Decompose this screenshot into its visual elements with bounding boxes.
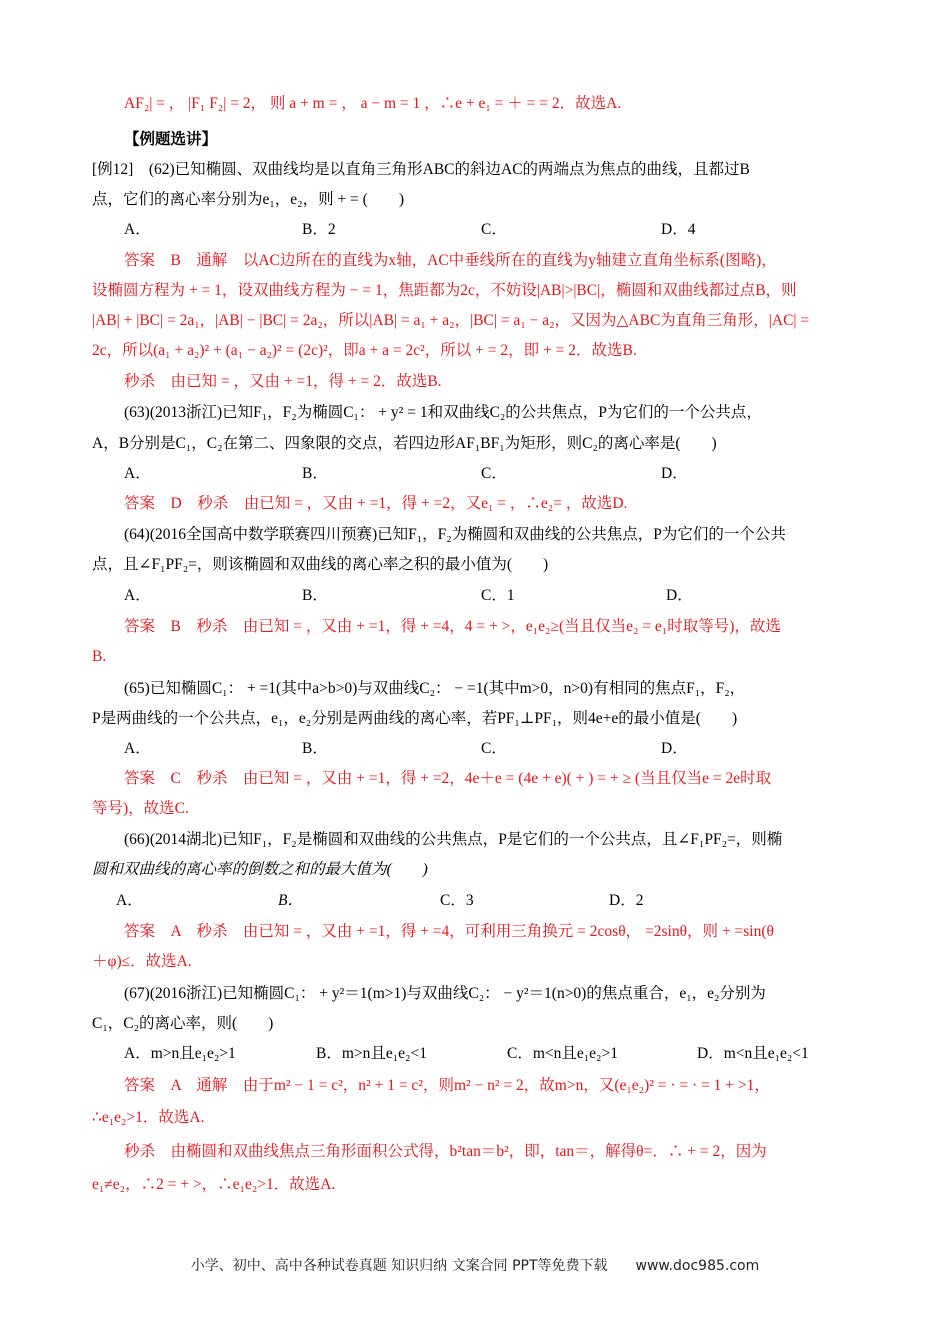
example-65-question-line1: (65)已知椭圆C₁： + =1(其中a>b>0)与双曲线C₂： − =1(其中m>0，n>0)有相同的焦点F₁，F₂， <box>124 680 746 697</box>
example-64-question-line1: (64)(2016全国高中数学联赛四川预赛)已知F₁，F₂为椭圆和双曲线的公共焦点，P为它们的一个公共 <box>124 526 786 543</box>
example-63-question-line1: (63)(2013浙江)已知F₁，F₂为椭圆C₁： + y² = 1和双曲线C₂的公共焦点，P为它们的一个公共点， <box>124 404 762 421</box>
example-66-option-b: B． <box>278 892 303 909</box>
example-67-quick-line2: e₁≠e₂，∴2 = + >，∴e₁e₂>1．故选A. <box>92 1176 336 1193</box>
example-67-question-line1: (67)(2016浙江)已知椭圆C₁： + y²＝1(m>1)与双曲线C₂： − y²＝1(n>0)的焦点重合，e₁，e₂分别为 <box>124 985 766 1002</box>
example-67-option-a: A．m>n且e₁e₂>1 <box>124 1045 236 1062</box>
example-63-option-b: B． <box>302 465 328 482</box>
example-62-option-c: C． <box>481 221 507 238</box>
example-62-option-d: D．4 <box>661 221 696 238</box>
example-65-answer-line1: 答案 C 秒杀 由已知 = ，又由 + =1，得 + =2，4e＋e = (4e + e)( + ) = + ≥ (当且仅当e = 2e时取 <box>124 770 772 787</box>
example-63-option-c: C． <box>481 465 507 482</box>
example-63-question-line2: A，B分别是C₁，C₂在第二、四象限的交点，若四边形AF₁BF₁为矩形，则C₂的离心率是( ) <box>92 435 717 452</box>
example-65-option-a: A． <box>124 740 151 757</box>
example-65-answer-line2: 等号)，故选C. <box>92 800 189 817</box>
example-64-option-a: A． <box>124 587 151 604</box>
example-62-answer-line3: |AB| + |BC| = 2a₁，|AB| − |BC| = 2a₂，所以|AB| = a₁ + a₂，|BC| = a₁ − a₂，又因为△ABC为直角三角形，|AC| = <box>92 312 810 329</box>
example-65-question-line2: P是两曲线的一个公共点，e₁，e₂分别是两曲线的离心率，若PF₁⊥PF₁，则4e+e的最小值是( ) <box>92 710 738 727</box>
example-65-option-d: D． <box>661 740 688 757</box>
example-66-option-d: D．2 <box>609 892 644 909</box>
example-67-option-c: C．m<n且e₁e₂>1 <box>507 1045 618 1062</box>
example-66-option-a: A． <box>116 892 143 909</box>
example-63-answer: 答案 D 秒杀 由已知 = ，又由 + =1，得 + =2，又e₁ = ，∴e₂= ，故选D. <box>124 495 628 512</box>
example-65-option-b: B． <box>302 740 328 757</box>
example-67-answer-line2: ∴e₁e₂>1．故选A. <box>92 1109 205 1126</box>
example-65-option-c: C． <box>481 740 507 757</box>
example-62-quick-solution: 秒杀 由已知 = ，又由 + =1，得 + = 2．故选B. <box>124 373 442 390</box>
example-62-question-line2: 点，它们的离心率分别为e₁，e₂，则 + = ( ) <box>92 191 404 208</box>
example-62-answer-line1: 答案 B 通解 以AC边所在的直线为x轴，AC中垂线所在的直线为y轴建立直角坐标系(图略)， <box>124 252 777 269</box>
example-64-option-b: B． <box>302 587 328 604</box>
example-66-answer-line2: ＋φ)≤．故选A. <box>92 953 192 970</box>
example-67-option-d: D．m<n且e₁e₂<1 <box>697 1045 809 1062</box>
example-64-option-d: D． <box>666 587 693 604</box>
example-64-option-c: C．1 <box>481 587 515 604</box>
example-67-answer-line1: 答案 A 通解 由于m² − 1 = c²，n² + 1 = c²，则m² − n² = 2，故m>n，又(e₁e₂)² = · = · = 1 + >1， <box>124 1077 770 1094</box>
example-67-question-line2: C₁，C₂的离心率，则( ) <box>92 1015 274 1032</box>
section-heading: 【例题选讲】 <box>124 131 218 148</box>
example-64-question-line2: 点，且∠F₁PF₂=，则该椭圆和双曲线的离心率之积的最小值为( ) <box>92 556 549 573</box>
example-66-question-line1: (66)(2014湖北)已知F₁，F₂是椭圆和双曲线的公共焦点，P是它们的一个公共点，且∠F₁PF₂=，则椭 <box>124 831 783 848</box>
example-66-question-line2: 圆和双曲线的离心率的倒数之和的最大值为( ) <box>92 861 428 878</box>
example-63-option-d: D． <box>661 465 688 482</box>
example-62-option-a: A． <box>124 221 151 238</box>
page-footer: 小学、初中、高中各种试卷真题 知识归纳 文案合同 PPT等免费下载 www.doc985.com <box>190 1258 760 1274</box>
example-66-option-c: C．3 <box>440 892 474 909</box>
example-64-answer-line1: 答案 B 秒杀 由已知 = ，又由 + =1，得 + =4，4 = + >，e₁e₂≥(当且仅当e₂ = e₁时取等号)，故选 <box>124 618 781 635</box>
example-67-quick-line1: 秒杀 由椭圆和双曲线焦点三角形面积公式得，b²tan＝b²，即，tan＝，解得θ=．∴ + = 2，因为 <box>124 1143 767 1160</box>
example-66-answer-line1: 答案 A 秒杀 由已知 = ，又由 + =1，得 + =4，可利用三角换元 = 2cosθ， =2sinθ，则 + =sin(θ <box>124 923 774 940</box>
example-62-answer-line4: 2c，所以(a₁ + a₂)² + (a₁ − a₂)² = (2c)²，即a + a = 2c²，所以 + = 2，即 + = 2．故选B. <box>92 342 637 359</box>
example-62-question-line1: [例12] (62)已知椭圆、双曲线均是以直角三角形ABC的斜边AC的两端点为焦点的曲线，且都过B <box>92 161 750 178</box>
example-63-option-a: A． <box>124 465 151 482</box>
example-62-option-b: B．2 <box>302 221 336 238</box>
example-64-answer-line2: B. <box>92 648 107 665</box>
example-62-answer-line2: 设椭圆方程为 + = 1，设双曲线方程为 − = 1，焦距都为2c，不妨设|AB|>|BC|，椭圆和双曲线都过点B，则 <box>92 282 797 299</box>
example-67-option-b: B．m>n且e₁e₂<1 <box>316 1045 427 1062</box>
previous-solution-tail: AF₂| = ， |F₁ F₂| = 2， 则 a + m = ， a − m = 1 ，∴e + e₁ = ＋ = = 2．故选A. <box>124 95 622 112</box>
